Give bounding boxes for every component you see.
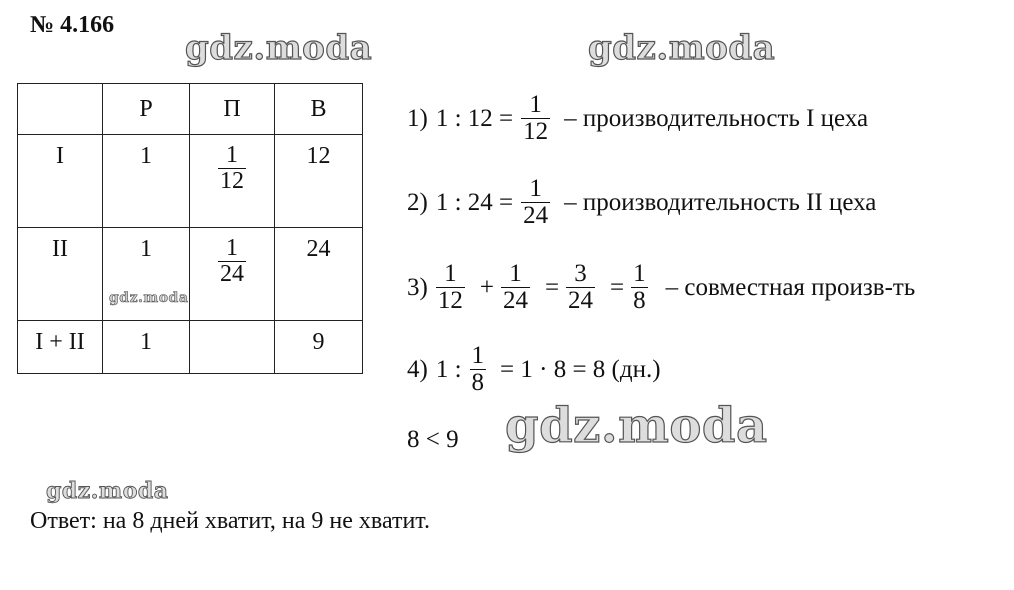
watermark: gdz.moda bbox=[46, 478, 169, 504]
watermark: gdz.moda bbox=[505, 398, 768, 454]
table-row bbox=[18, 228, 363, 321]
row-productivity bbox=[190, 321, 275, 374]
fraction: $\frac{1}{12}$ bbox=[523, 91, 549, 146]
table-row bbox=[18, 321, 363, 374]
fraction: $\frac{1}{24}$ bbox=[523, 175, 549, 230]
row-label: II bbox=[18, 228, 103, 321]
fraction: $\frac{1}{12}$ bbox=[220, 142, 244, 195]
row-time: 12 bbox=[275, 135, 363, 228]
row-label: I + II bbox=[18, 321, 103, 374]
row-work: 1 bbox=[103, 321, 190, 374]
watermark: gdz.moda bbox=[588, 28, 776, 68]
solution-step-4: 4) 1 : $\frac{1}{8}$ = 1 · 8 = 8 (дн.) bbox=[407, 342, 661, 397]
fraction: $\frac{1}{24}$ bbox=[502, 260, 528, 315]
row-time: 9 bbox=[275, 321, 363, 374]
solution-step-3: 3) $\frac{1}{12}$ + $\frac{1}{24}$ = $\frac{3}{24}$ = $\frac{1}{8}$ – совместная произв-ть bbox=[407, 260, 916, 315]
problem-number: № 4.166 bbox=[30, 12, 115, 38]
table-row bbox=[18, 135, 363, 228]
table-header-work: Р bbox=[103, 84, 190, 135]
watermark: gdz.moda bbox=[109, 290, 189, 306]
fraction: $\frac{3}{24}$ bbox=[568, 260, 594, 315]
fraction: $\frac{1}{8}$ bbox=[633, 260, 646, 315]
solution-step-1: 1) 1 : 12 = $\frac{1}{12}$ – производительность I цеха bbox=[407, 91, 869, 146]
comparison: 8 < 9 bbox=[407, 426, 459, 453]
row-work: 1 gdz.moda bbox=[103, 228, 190, 321]
answer-text: Ответ: на 8 дней хватит, на 9 не хватит. bbox=[30, 508, 430, 534]
table-header bbox=[18, 84, 103, 135]
table-header-time: В bbox=[275, 84, 363, 135]
row-label: I bbox=[18, 135, 103, 228]
table-header-productivity: П bbox=[190, 84, 275, 135]
watermark: gdz.moda bbox=[185, 28, 373, 68]
row-productivity bbox=[190, 135, 275, 228]
row-work: 1 bbox=[103, 135, 190, 228]
fraction: $\frac{1}{24}$ bbox=[220, 235, 244, 288]
fraction: $\frac{1}{12}$ bbox=[437, 260, 463, 315]
row-productivity bbox=[190, 228, 275, 321]
solution-step-2: 2) 1 : 24 = $\frac{1}{24}$ – производительность II цеха bbox=[407, 175, 877, 230]
fraction: $\frac{1}{8}$ bbox=[471, 342, 485, 397]
work-table bbox=[17, 83, 363, 374]
row-time: 24 bbox=[275, 228, 363, 321]
